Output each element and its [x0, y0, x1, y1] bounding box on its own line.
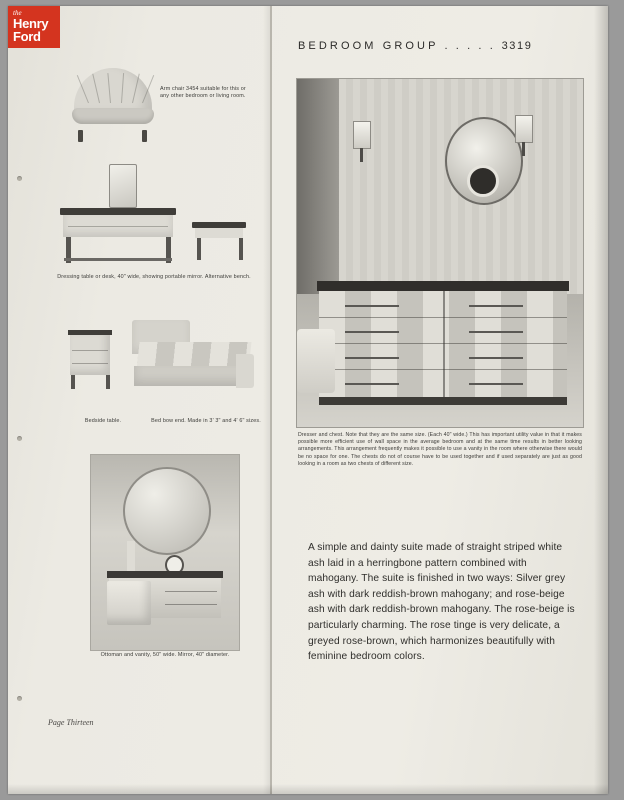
page-fold-line: [270, 6, 272, 794]
bed-caption: Bed bow end. Made in 3' 3" and 4' 6" sizes.: [151, 418, 261, 424]
vanity-drawer-line: [165, 591, 217, 592]
photo-drawer-handle: [345, 383, 399, 385]
photo-wall-sconce: [353, 121, 371, 149]
heading-dots: . . . . .: [444, 40, 496, 52]
photo-dresser-center-split: [443, 291, 445, 399]
photo-drawer-line: [319, 369, 567, 370]
dressing-table-drawer-line: [68, 226, 168, 227]
ottoman-vanity-caption: Ottoman and vanity, 50" wide. Mirror, 40" diameter.: [100, 652, 230, 658]
ottoman: [107, 581, 151, 625]
catalog-page-sheet: [8, 6, 608, 794]
arm-chair-caption: Arm chair 3454 suitable for this or any other bedroom or living room.: [160, 86, 246, 99]
portable-mirror: [109, 164, 137, 208]
logo-henry-text: Henry: [13, 16, 49, 31]
photo-drawer-line: [319, 343, 567, 344]
bedside-table-body: [70, 335, 110, 375]
dressing-table-top: [60, 208, 176, 215]
photo-wall-sconce: [515, 115, 533, 143]
photo-wall-shadow: [297, 79, 339, 294]
binder-hole: [17, 176, 22, 181]
photo-drawer-handle: [469, 331, 523, 333]
vase: [127, 541, 135, 571]
section-heading: [298, 40, 588, 52]
bedside-table-shelf: [72, 363, 108, 364]
photo-mantel-clock: [467, 165, 499, 197]
vanity-drawer-line: [165, 604, 217, 605]
bed-side-rail: [134, 366, 250, 386]
photo-dresser-base: [319, 397, 567, 405]
bench-leg: [239, 238, 243, 260]
round-vanity-mirror: [123, 467, 211, 555]
bed-footboard: [236, 354, 254, 388]
binder-hole: [17, 696, 22, 701]
chair-leg: [142, 130, 147, 142]
photo-dresser-top: [317, 281, 569, 291]
page-right-edge-shadow: [594, 6, 608, 794]
right-content-column: [292, 40, 588, 663]
photo-drawer-handle: [345, 305, 399, 307]
bedside-table-leg: [106, 375, 110, 389]
bedside-table-caption: Bedside table.: [84, 418, 122, 424]
photo-caption: Dresser and chest. Note that they are the same size. (Each 40" wide.) This has important utility value in that it makes possible more efficient use of wall space in the average bedroom and at the same time results in better looking arrangements. This arrangement frequently makes it possible to use a vanity in the room where otherwise there would be no space for one. The chests do not of course have to be used together and if used separately are just as good looking in a room as two chests of different size.: [298, 432, 582, 467]
the-henry-ford-logo: [8, 6, 60, 48]
chair-seat: [72, 108, 154, 124]
binder-hole: [17, 436, 22, 441]
photo-drawer-handle: [345, 357, 399, 359]
ottoman-vanity-photo: [90, 454, 240, 651]
bench-body: [195, 228, 243, 238]
bedside-and-bed-illustration: [68, 308, 268, 418]
left-illustration-column: [48, 46, 261, 786]
photo-drawer-handle: [469, 305, 523, 307]
body-copy: A simple and dainty suite made of straight striped white ash laid in a herringbone pattern combined with mahogany. The suite is finished in two ways: Silver grey ash with dark reddish-brown mahogany; and rose-beige ash with dark reddish-brown mahogany. The rose-beige is particularly charming. The rose tinge is very delicate, a greyed rose-brown, which harmonizes beautifully with feminine bedroom colors.: [308, 542, 575, 663]
photo-wall: [297, 79, 583, 294]
photo-upholstered-chair: [297, 329, 335, 393]
bedside-table-leg: [71, 375, 75, 389]
photo-drawer-handle: [345, 331, 399, 333]
logo-ford-text: Ford: [13, 29, 41, 44]
dressing-table-illustration: [54, 164, 254, 274]
bedside-table-shelf: [72, 350, 108, 351]
vanity-top: [107, 571, 223, 578]
photo-drawer-line: [319, 317, 567, 318]
photo-drawer-handle: [469, 357, 523, 359]
page-number: Page Thirteen: [48, 718, 94, 727]
heading-title: BEDROOM GROUP: [298, 40, 439, 52]
heading-group-number: 3319: [501, 40, 533, 52]
logo-the-text: the: [13, 9, 22, 17]
photo-drawer-handle: [469, 383, 523, 385]
bedroom-group-photo: [296, 78, 584, 428]
arm-chair-illustration: [66, 64, 162, 144]
dressing-table-stretcher: [64, 258, 172, 261]
dressing-table-caption: Dressing table or desk, 40" wide, showing portable mirror. Alternative bench.: [57, 274, 251, 280]
chair-leg: [78, 130, 83, 142]
bench-leg: [197, 238, 201, 260]
